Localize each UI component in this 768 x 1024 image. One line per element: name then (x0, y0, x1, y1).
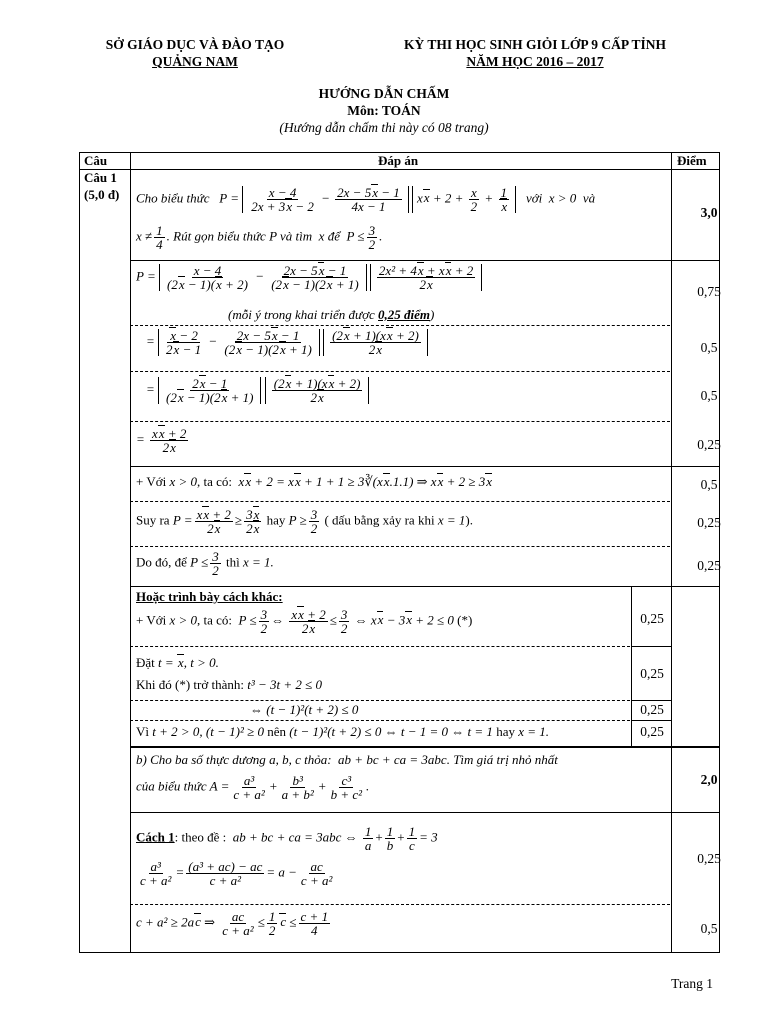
score-r7: 0,25 (697, 515, 721, 530)
expansion-step2: = $\frac{x - 2}{2x - 1}$ − $\frac{2x - 5x - 1}{(2x - 1)(2x + 1)}$ $\frac{(2x + 1)(xx + 2)}{2x}$ (146, 329, 428, 356)
province-name: QUẢNG NAM (152, 54, 238, 69)
score-alt3: 0,25 (640, 702, 664, 717)
page-count-note: (Hướng dẫn chấm thi này có 08 trang) (279, 120, 489, 135)
doc-title: HƯỚNG DẪN CHẤM (318, 86, 450, 101)
method1-bound: c + a² ≥ 2ac ⇒ $\frac{ac}{\text{c + a²}}$ ≤ $\frac{1}{2}$ c ≤ $\frac{c + 1}{4}$ (136, 909, 329, 938)
expansion-step3: = $\frac{2x - 1}{(2x - 1)(2x + 1)}$ $\frac{(2x + 1)(xx + 2)}{2x}$ (146, 377, 369, 404)
page-number: Trang 1 (671, 976, 713, 991)
expansion-step1: P = $\frac{x - 4}{(2x - 1)(x + 2)}$ − $\frac{2x - 5x - 1}{(2x - 1)(2x + 1)}$ $\frac{\text{2x² + 4x + xx + 2}}{2x}$ (136, 264, 482, 291)
school-year: NĂM HỌC 2016 – 2017 (466, 54, 604, 69)
col-header-cau: Câu (84, 153, 108, 168)
alt-step1: + Với x > 0, ta có: P ≤ $\frac{3}{2}$ ⇔ $\frac{xx + 2}{2x}$ ≤ $\frac{3}{2}$ ⇔ xx − 3x + 2 ≤ 0 (*) (136, 607, 473, 636)
exam-header (360, 36, 710, 70)
score-r1: 3,0 (700, 205, 718, 220)
method1-rewrite: $\frac{\text{a³}}{\text{c + a²}}$ = $\frac{\text{(a³ + ac) − ac}}{\text{c + a²}}$ = a − $\frac{ac}{\text{c + a²}}$ (140, 859, 333, 888)
part-b-statement-line2: của biểu thức A = $\frac{\text{a³}}{\text{c + a²}}$ + $\frac{\text{b³}}{\text{a + b²}}$ + $\frac{\text{c³}}{\text{b + c²}}$ . (136, 773, 370, 802)
alt-step3-factor: ⇔ (t − 1)²(t + 2) ≤ 0 (250, 702, 359, 717)
final-condition: Do đó, để P ≤ $\frac{3}{2}$ thì x = 1. (136, 549, 274, 578)
cau1-points: (5,0 đ) (84, 187, 120, 202)
score-c1: 0,25 (697, 851, 721, 866)
score-r3: 0,5 (700, 340, 718, 355)
col-header-dapan: Đáp án (378, 153, 419, 168)
score-alt4: 0,25 (640, 724, 664, 739)
dept-header (70, 36, 320, 70)
dept-name: SỞ GIÁO DỤC VÀ ĐÀO TẠO (105, 37, 285, 52)
expansion-note: (mỗi ý trong khai triển được 0,25 điểm) (228, 307, 435, 322)
alt-step4-conclusion: Vì t + 2 > 0, (t − 1)² ≥ 0 nên (t − 1)²(t + 2) ≤ 0 ⇔ t − 1 = 0 ⇔ t = 1 hay x = 1. (136, 724, 550, 739)
score-alt2: 0,25 (640, 666, 664, 681)
problem-statement-line1: Cho biểu thức P = $\frac{x - 4}{2x + 3x - 2}$ − $\frac{2x - 5x - 1}{4x - 1}$ xx + 2 + $\frac{x}{2}$ + $\frac{1}{x}$ với x > 0 và (136, 185, 596, 214)
subject-title: Môn: TOÁN (347, 103, 421, 118)
score-r8: 0,25 (697, 558, 721, 573)
method1-intro: Cách 1: theo đề : ab + bc + ca = 3abc ⇔ $\frac{1}{a}$ + $\frac{1}{b}$ + $\frac{1}{c}$ = 3 (136, 824, 438, 853)
score-alt1: 0,25 (640, 611, 664, 626)
score-r5: 0,25 (697, 437, 721, 452)
score-r4: 0,5 (700, 388, 718, 403)
score-r6: 0,5 (700, 477, 718, 492)
problem-statement-line2: x ≠ $\frac{1}{4}$ . Rút gọn biểu thức P và tìm x để P ≤ $\frac{3}{2}$ . (136, 223, 383, 252)
part-b-statement-line1: b) Cho ba số thực dương a, b, c thỏa: ab + bc + ca = 3abc. Tìm giá trị nhỏ nhất (136, 752, 558, 767)
score-r2: 0,75 (697, 284, 721, 299)
col-header-diem: Điểm (677, 153, 707, 168)
amgm-step: + Với x > 0, ta có: xx + 2 = xx + 1 + 1 ≥ 3∛(xx.1.1) ⇒ xx + 2 ≥ 3x (136, 474, 493, 489)
score-c2: 0,5 (700, 921, 718, 936)
inequality-conclusion: Suy ra P = $\frac{xx + 2}{2x}$ ≥ $\frac{3x}{2x}$ hay P ≥ $\frac{3}{2}$ ( dấu bằng xảy ra khi x = 1). (136, 507, 473, 536)
simplified-result: = $\frac{xx + 2}{2x}$ (136, 426, 187, 455)
alt-step2-substitution: Đặt t = x, t > 0. (136, 655, 219, 670)
score-part-b: 2,0 (700, 772, 718, 787)
cau1-label: Câu 1 (84, 170, 117, 185)
exam-name: KỲ THI HỌC SINH GIỎI LỚP 9 CẤP TỈNH (403, 37, 667, 52)
alt-method-title: Hoặc trình bày cách khác: (136, 589, 283, 604)
alt-step2-transform: Khi đó (*) trở thành: t³ − 3t + 2 ≤ 0 (136, 677, 323, 692)
